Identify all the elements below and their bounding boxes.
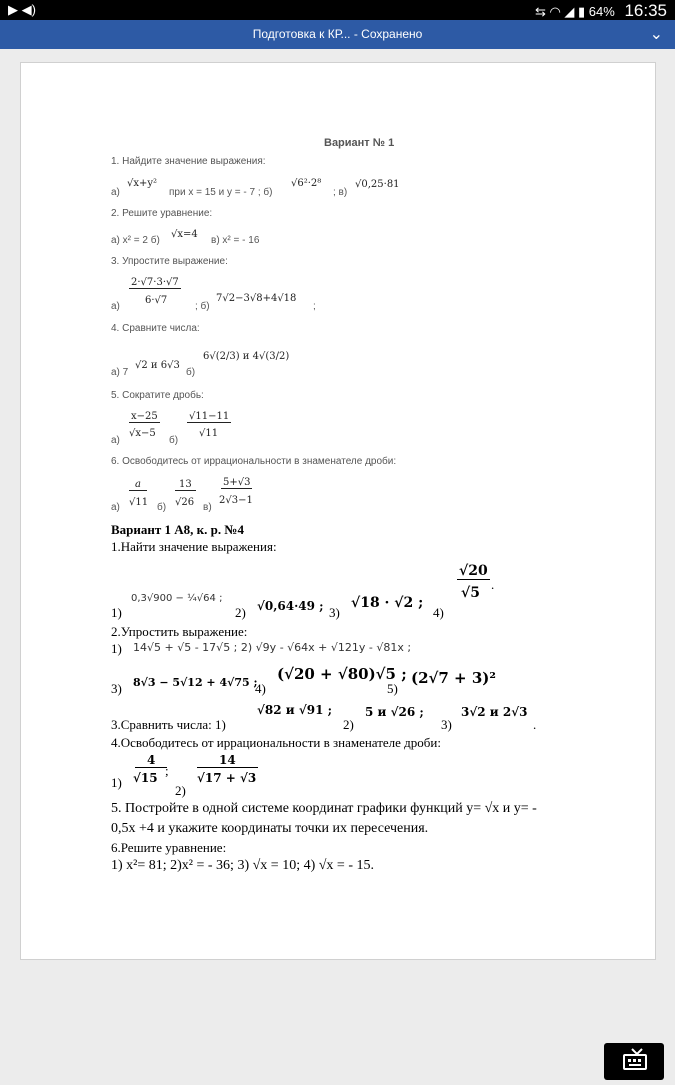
- v1-q5-b-den: √11: [199, 428, 219, 439]
- v1-q4-b-expr: 6√(2/3) и 4√(3/2): [203, 351, 290, 362]
- keyboard-toggle-button[interactable]: [604, 1043, 664, 1080]
- status-right: [535, 1, 667, 21]
- v1-q6-a: а): [111, 502, 120, 513]
- document-title: Подготовка к КР... - Сохранено: [252, 27, 423, 41]
- v1-q5-b: б): [169, 435, 179, 446]
- v2-q2-4-expr: (√20 + √80)√5 ;: [277, 665, 407, 683]
- v2-q1-2: 2): [235, 605, 246, 620]
- v1-q5-a-den: √x−5: [129, 428, 156, 439]
- v2-q1-3: 3): [329, 605, 340, 620]
- v1-heading: Вариант № 1: [324, 137, 395, 149]
- v2-q1-2-expr: √0,64·49 ;: [257, 599, 324, 613]
- signal-icons: ⇆ ◠ ◢ ▮: [534, 4, 586, 19]
- v1-q6-b-den: √26: [175, 497, 195, 508]
- keyboard-icon: [604, 1043, 664, 1080]
- v1-q3-b: ; б): [195, 301, 210, 312]
- v2-q1-4-num: √20: [459, 563, 488, 579]
- v1-q3-semi: ;: [313, 301, 316, 312]
- v1-q1-c-expr: √0,25·81: [355, 179, 400, 190]
- v1-q3-den: 6·√7: [145, 295, 168, 306]
- v1-q5-b-num: √11−11: [189, 411, 230, 422]
- v1-q4-b: б): [186, 367, 196, 378]
- v2-q2-1-expr: 14√5 + √5 - 17√5 ; 2) √9y - √64x + √121y - √81x ;: [133, 641, 412, 654]
- v1-q3: 3. Упростите выражение:: [111, 256, 228, 267]
- v2-q1-4-dot: .: [491, 577, 495, 592]
- v2-q2-3: 3): [111, 681, 122, 696]
- v1-q5: 5. Сократите дробь:: [111, 390, 204, 401]
- v2-q3-dot: .: [533, 717, 537, 732]
- v2-q4-1: 1): [111, 775, 122, 790]
- v2-q2-5: 5): [387, 681, 398, 696]
- v1-q2: 2. Решите уравнение:: [111, 208, 213, 219]
- v2-q3-3: 3): [441, 717, 452, 732]
- v1-q6-c: в): [203, 502, 212, 513]
- v1-q6-c-den: 2√3−1: [219, 495, 253, 506]
- v2-heading: Вариант 1 А8, к. р. №4: [111, 522, 244, 537]
- v2-q4-1-den: √15: [133, 771, 158, 785]
- document-page: [20, 62, 656, 960]
- v2-q1-3-expr: √18 · √2 ;: [351, 595, 424, 611]
- v1-q6-a-num: a: [129, 479, 147, 491]
- v2-q2-4: 4): [255, 681, 266, 696]
- document-title-bar[interactable]: [0, 20, 675, 49]
- v2-q3-1-expr: √82 и √91 ;: [257, 703, 333, 717]
- v1-q1-b-expr: √6²·2⁸: [291, 178, 322, 189]
- v1-q5-a-num: x−25: [131, 411, 158, 422]
- media-icons: ▶ ◀): [8, 2, 36, 17]
- v1-q6-a-den: √11: [129, 497, 149, 508]
- v2-q3-2: 2): [343, 717, 354, 732]
- v1-q4: 4. Сравните числа:: [111, 323, 200, 334]
- v2-q1: 1.Найти значение выражения:: [111, 539, 277, 554]
- v1-q6-c-num: 5+√3: [223, 477, 251, 488]
- v1-q2-b: √x=4: [171, 229, 198, 240]
- v1-q6-b-num: 13: [175, 479, 196, 491]
- v1-q1-a-label: а): [111, 187, 120, 198]
- v2-q4-2-num: 14: [197, 753, 258, 768]
- v2-q2-1: 1): [111, 641, 122, 656]
- v2-q4-semi: ;: [165, 763, 169, 778]
- v1-q2-a: а) x² = 2 б): [111, 235, 160, 246]
- v1-q6: 6. Освободитесь от иррациональности в знаменателе дроби:: [111, 456, 397, 467]
- v2-q1-4-den: √5: [461, 585, 480, 601]
- v1-q1-a-text: при x = 15 и y = - 7 ; б): [169, 187, 273, 198]
- v1-q1-c-label: ; в): [333, 187, 348, 198]
- battery-level: 64%: [588, 4, 615, 19]
- status-bar: [0, 0, 675, 20]
- v2-q2: 2.Упростить выражение:: [111, 624, 248, 639]
- v1-q1-a-expr: √x+y²: [127, 178, 158, 189]
- v2-q4-2: 2): [175, 783, 186, 798]
- v2-q3-3-expr: 3√2 и 2√3: [461, 705, 528, 719]
- v2-q3: 3.Сравнить числа: 1): [111, 717, 226, 732]
- v2-q6-line: 1) x²= 81; 2)x² = - 36; 3) √x = 10; 4) √x = - 15.: [111, 858, 374, 873]
- clock: 16:35: [624, 1, 667, 20]
- v1-q6-b: б): [157, 502, 167, 513]
- v2-q5-line2: 0,5x +4 и укажите координаты точки их пересечения.: [111, 821, 429, 836]
- v1-q5-a: а): [111, 435, 120, 446]
- v1-q3-b-expr: 7√2−3√8+4√18: [216, 293, 297, 304]
- v2-q4-2-den: √17 + √3: [197, 771, 257, 785]
- v2-q5-line1: 5. Постройте в одной системе координат графики функций y= √x и y= -: [111, 801, 537, 816]
- v1-q3-a: а): [111, 301, 120, 312]
- v2-q6: 6.Решите уравнение:: [111, 840, 227, 855]
- v2-q4-1-num: 4: [135, 753, 167, 768]
- v1-q2-c: в) x² = - 16: [211, 235, 260, 246]
- v1-q4-a: а) 7: [111, 367, 129, 378]
- v2-q1-4: 4): [433, 605, 444, 620]
- v1-q4-a-expr: √2 и 6√3: [135, 360, 180, 371]
- chevron-down-icon[interactable]: ⌄: [649, 26, 663, 43]
- v1-q1: 1. Найдите значение выражения:: [111, 156, 266, 167]
- v2-q1-1: 1): [111, 605, 122, 620]
- v2-q1-1-expr: 0,3√900 − ¼√64 ;: [131, 593, 223, 604]
- v2-q2-5-expr: (2√7 + 3)²: [411, 669, 496, 687]
- v2-q4: 4.Освободитесь от иррациональности в знаменателе дроби:: [111, 735, 441, 750]
- v2-q2-3-expr: 8√3 − 5√12 + 4√75 ;: [133, 676, 258, 689]
- v1-q3-num: 2·√7·3·√7: [131, 277, 179, 288]
- v2-q3-2-expr: 5 и √26 ;: [365, 705, 424, 719]
